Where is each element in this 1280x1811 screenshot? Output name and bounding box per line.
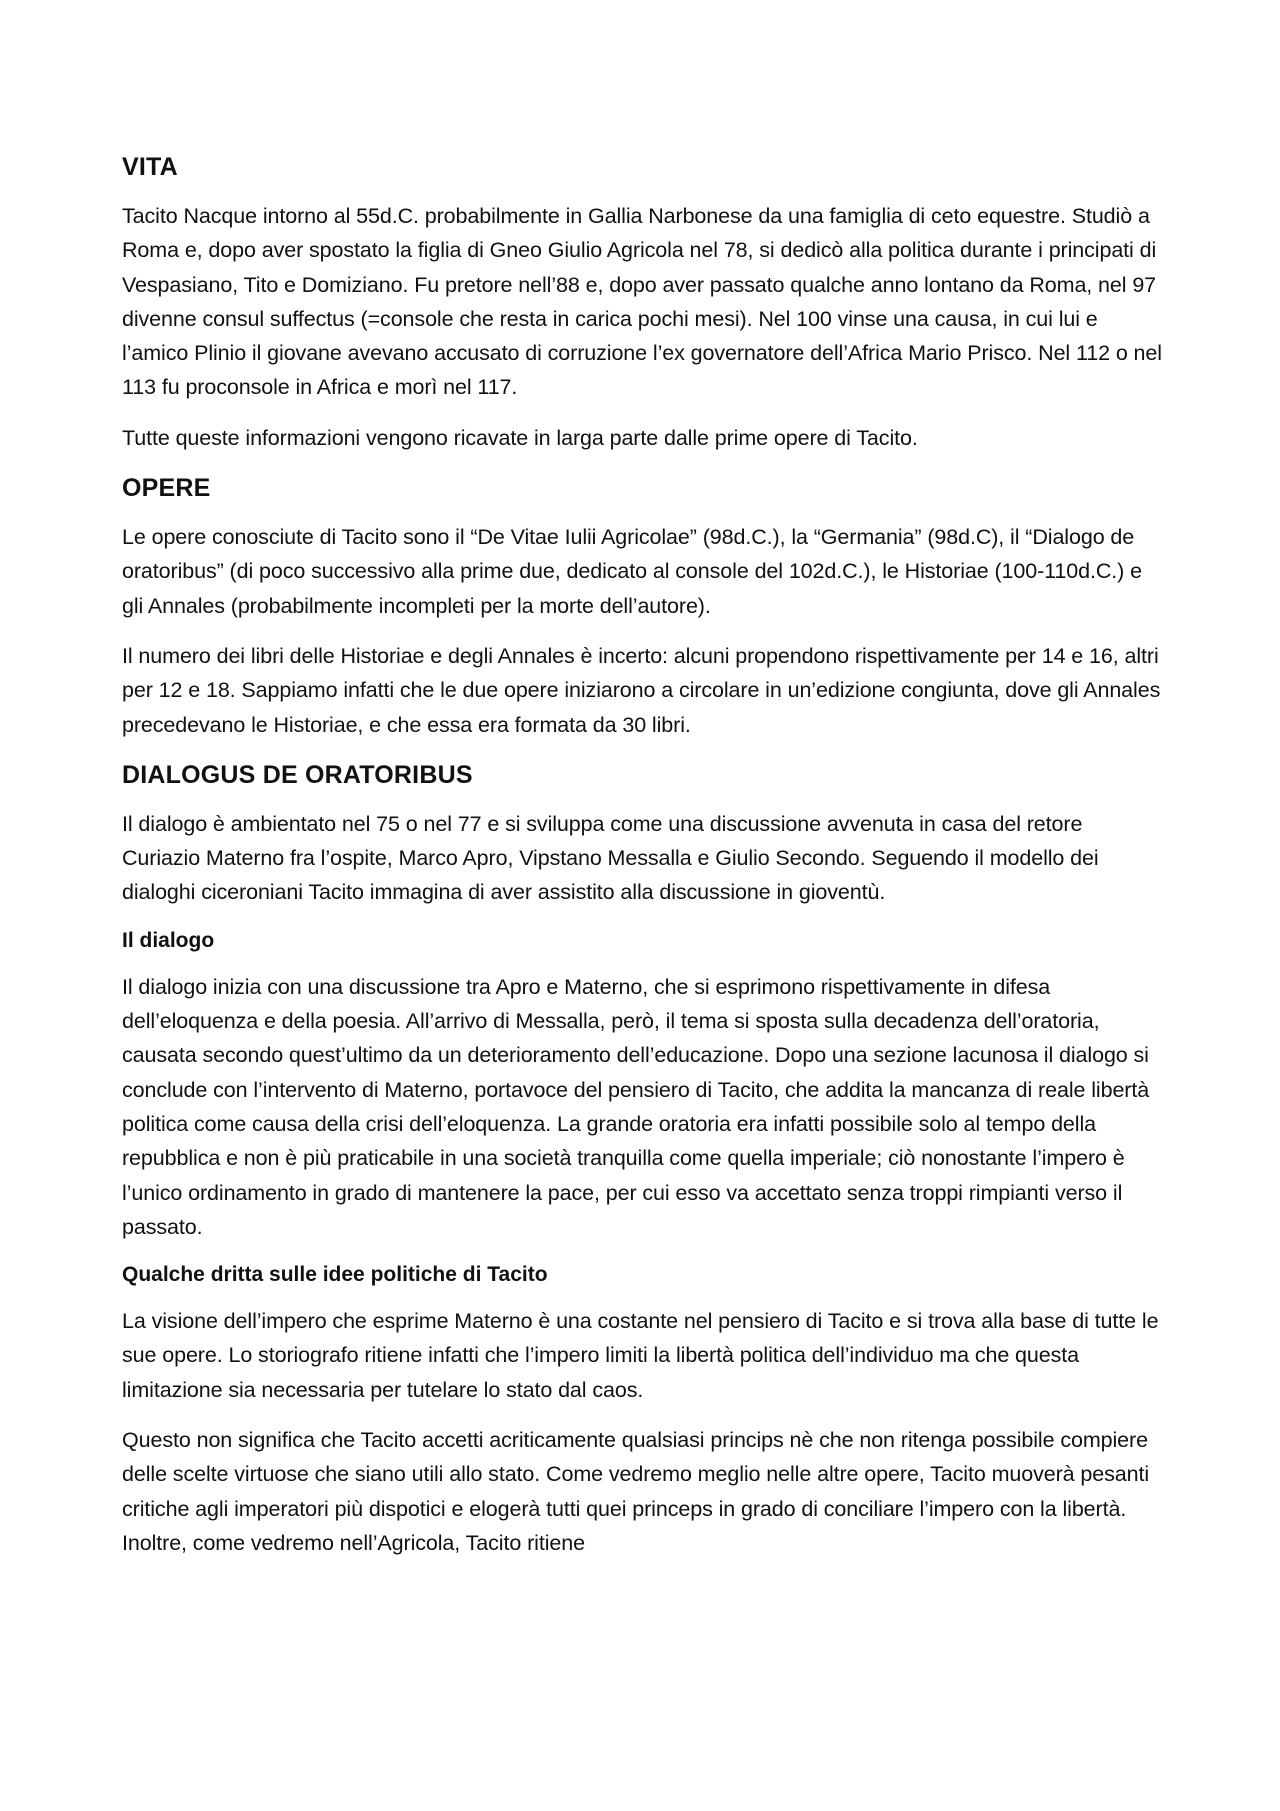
document-page [122, 150, 1162, 1576]
paragraph-opere-2: Il numero dei libri delle Historiae e degli Annales è incerto: alcuni propendono rispettivamente per 14 e 16, altri per 12 e 18. Sappiamo infatti che le due opere iniziarono a circolare in un’edizione congiunta, dove gli Annales precedevano le Historiae, e che essa era formata da 30 libri. [122, 643, 1161, 737]
heading-dialogus: DIALOGUS DE ORATORIBUS [122, 760, 473, 789]
paragraph-vita-1: Tacito Nacque intorno al 55d.C. probabilmente in Gallia Narbonese da una famiglia di ceto equestre. Studiò a Roma e, dopo aver spostato la figlia di Gneo Giulio Agricola nel 78, si dedicò alla politica durante i principati di Vespasiano, Tito e Domiziano. Fu pretore nell’88 e, dopo aver passato qualche anno lontano da Roma, nel 97 divenne consul suffectus (=console che resta in carica pochi mesi). Nel 100 vinse una causa, in cui lui e l’amico Plinio il giovane avevano accusato di corruzione l’ex governatore dell’Africa Mario Prisco. Nel 112 o nel 113 fu proconsole in Africa e morì nel 117. [122, 204, 1162, 400]
heading-vita: VITA [122, 153, 178, 181]
paragraph-vita-2: Tutte queste informazioni vengono ricavate in larga parte dalle prime opere di Tacito. [122, 425, 918, 450]
paragraph-idee-politiche-1: La visione dell’impero che esprime Materno è una costante nel pensiero di Tacito e si trova alla base di tutte le sue opere. Lo storiografo ritiene infatti che l’impero limiti la libertà politica dell’individuo ma che questa limitazione sia necessaria per tutelare lo stato dal caos. [122, 1309, 1159, 1402]
subheading-idee-politiche: Qualche dritta sulle idee politiche di Tacito [122, 1263, 548, 1287]
subheading-il-dialogo: Il dialogo [122, 928, 215, 952]
paragraph-dialogus-1: Il dialogo è ambientato nel 75 o nel 77 e si sviluppa come una discussione avvenuta in casa del retore Curiazio Materno fra l’ospite, Marco Apro, Vipstano Messalla e Giulio Secondo. Seguendo il modello dei dialoghi ciceroniani Tacito immagina di aver assistito alla discussione in gioventù. [122, 811, 1099, 905]
paragraph-il-dialogo: Il dialogo inizia con una discussione tra Apro e Materno, che si esprimono rispettivamente in difesa dell’eloquenza e della poesia. All’arrivo di Messalla, però, il tema si sposta sulla decadenza dell’oratoria, causata secondo quest’ultimo da un deterioramento dell’educazione. Dopo una sezione lacunosa il dialogo si conclude con l’intervento di Materno, portavoce del pensiero di Tacito, che addita la mancanza di reale libertà politica come causa della crisi dell’eloquenza. La grande oratoria era infatti possibile solo al tempo della repubblica e non è più praticabile in una società tranquilla come quella imperiale; ciò nonostante l’impero è l’unico ordinamento in grado di mantenere la pace, per cui esso va accettato senza troppi rimpianti verso il passato. [122, 974, 1150, 1239]
paragraph-idee-politiche-2: Questo non significa che Tacito accetti acriticamente qualsiasi princips nè che non ritenga possibile compiere delle scelte virtuose che siano utili allo stato. Come vedremo meglio nelle altre opere, Tacito muoverà pesanti critiche agli imperatori più dispotici e elogerà tutti quei princeps in grado di conciliare l’impero con la libertà. Inoltre, come vedremo nell’Agricola, Tacito ritiene [122, 1428, 1150, 1555]
heading-opere: OPERE [122, 474, 211, 503]
paragraph-opere-1: Le opere conosciute di Tacito sono il “De Vitae Iulii Agricolae” (98d.C.), la “Germania” (98d.C), il “Dialogo de oratoribus” (di poco successivo alla prime due, dedicato al console del 102d.C.), le Historiae (100-110d.C.) e gli Annales (probabilmente incompleti per la morte dell’autore). [122, 525, 1142, 618]
